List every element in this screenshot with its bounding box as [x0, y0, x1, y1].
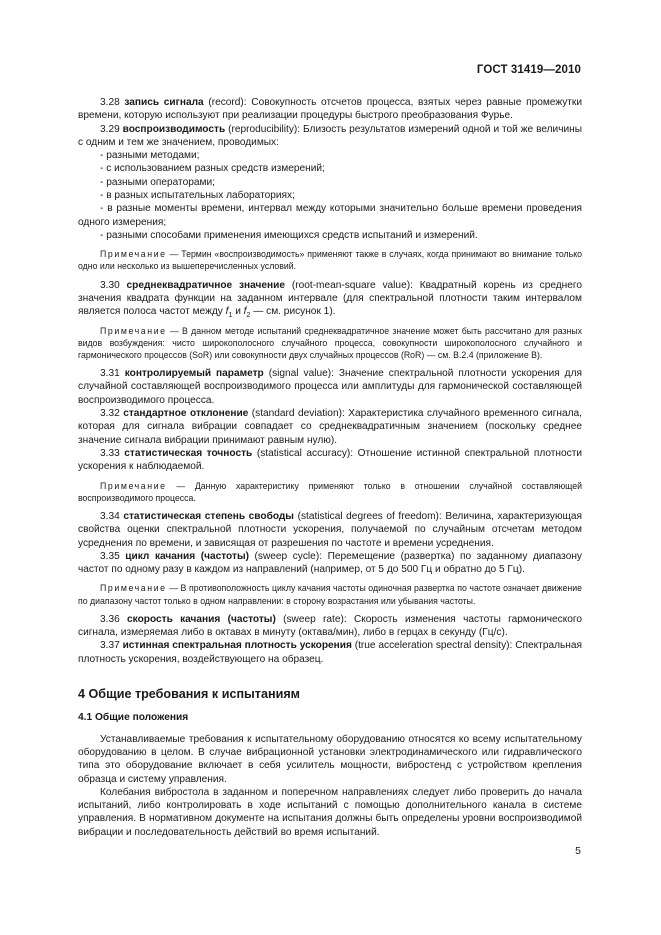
term-name: воспроизводимость: [122, 123, 226, 135]
list-item-text: с использованием разных средств измерений;: [106, 163, 325, 175]
term-3-34: [78, 510, 582, 550]
symbol-f: f: [225, 306, 229, 318]
term-number: 3.35: [100, 550, 120, 562]
list-item-text: разными методами;: [106, 150, 200, 162]
term-3-29: [78, 123, 582, 150]
term-definition: (true acceleration spectral density): Спектральная плотность ускорения, воздействующего на образец.: [78, 640, 582, 665]
note-3-35: [78, 582, 582, 606]
note-text: — В данном методе испытаний среднеквадратичное значение может быть рассчитано для разных видов возбуждения: чисто широкополосного случайного процесса, совокупности широкополосного случайного и гармонического процессов (SoR) или совокупности двух случайных процессов (RoR) — см. В.2.4 (приложение В).: [78, 325, 582, 360]
note-text: — Термин «воспроизводимость» применяют также в случаях, когда принимают во внимание только одно или несколько из вышеперечисленных условий.: [78, 249, 582, 272]
term-number: 3.29: [100, 123, 120, 135]
conjunction: и: [232, 306, 244, 318]
section-4-heading: 4 Общие требования к испытаниям: [78, 687, 300, 702]
list-item: - разными операторами;: [100, 176, 215, 188]
subscript: 1: [228, 312, 233, 320]
list-item-text: разными способами применения имеющихся средств испытаний и измерений.: [106, 229, 478, 241]
term-name: статистическая степень свободы: [123, 510, 294, 522]
term-name: стандартное отклонение: [123, 408, 249, 420]
section-4-1-paragraph-1: Устанавливаемые требования к испытательному оборудованию относятся ко всему испытательному оборудованию в целом. В случае вибрационной установки электродинамического или гидравлического типа это оборудование включает в себя усилитель мощности, вибростенд с устройством крепления образца и систему управления.: [78, 733, 582, 785]
term-number: 3.37: [100, 640, 120, 652]
term-definition: (signal value): Значение спектральной плотности ускорения для случайной составляющей воспроизводимого процесса или амплитуды для гармонической составляющей воспроизводимого процесса.: [78, 368, 582, 406]
note-3-29: [78, 248, 582, 272]
list-item-text: в разных испытательных лабораториях;: [106, 190, 295, 202]
term-3-35: [78, 550, 582, 577]
term-name: контролируемый параметр: [124, 368, 264, 380]
term-name: скорость качания (частоты): [127, 613, 276, 625]
term-number: 3.31: [100, 368, 120, 380]
term-3-37: [78, 639, 582, 666]
list-item: - в разные моменты времени, интервал между которыми значительно больше времени проведения одного измерения;: [78, 203, 582, 228]
list-item: - разными методами;: [100, 150, 200, 162]
term-definition: (standard deviation): Характеристика случайного временного сигнала, которая для сигнала вибрации совпадает со среднеквадратичным значением (поскольку среднее значение сигнала вибрации принимают равным нулю).: [78, 408, 582, 446]
term-3-33: [78, 447, 582, 474]
list-item: - разными способами применения имеющихся средств испытаний и измерений.: [100, 229, 478, 241]
note-label: Примечание: [100, 480, 167, 491]
term-number: 3.33: [100, 447, 120, 459]
note-label: Примечание: [100, 583, 167, 594]
term-definition: (statistical degrees of freedom): Величина, характеризующая свойства оценки спектральной плотности ускорения, получаемой по случайным отсчетам методом усреднения по времени, и зависящая от разрешения по частоте и времени усреднения.: [78, 510, 582, 549]
note-3-33: [78, 480, 582, 504]
term-3-30: [78, 279, 582, 319]
page-content: [78, 96, 582, 839]
list-item: - с использованием разных средств измерений;: [100, 163, 325, 175]
term-number: 3.34: [100, 510, 120, 522]
term-number: 3.36: [100, 613, 120, 625]
term-number: 3.30: [100, 279, 120, 291]
term-number: 3.28: [100, 97, 120, 108]
term-name: статистическая точность: [124, 447, 253, 459]
term-3-36: [78, 613, 582, 640]
term-name: среднеквадратичное значение: [126, 279, 286, 291]
term-number: 3.32: [100, 408, 120, 420]
subscript: 2: [246, 312, 251, 320]
term-definition-end: — см. рисунок 1).: [250, 306, 336, 318]
term-name: истинная спектральная плотность ускорения: [122, 640, 352, 652]
note-text: — Данную характеристику применяют только в отношении случайной составляющей воспроизводимого процесса.: [78, 480, 582, 503]
term-3-28: [78, 96, 582, 123]
term-name: запись сигнала: [124, 97, 204, 108]
subsection-4-1-heading: 4.1 Общие положения: [78, 712, 189, 724]
standard-header: ГОСТ 31419—2010: [476, 64, 581, 76]
section-4-1-paragraph-2: Колебания вибростола в заданном и поперечном направлениях следует либо проверить до начала испытаний, либо контролировать в ходе испытаний с помощью дополнительного канала в системе управления. В нормативном документе на испытания должны быть определены уровни воспроизводимой вибрации и последовательность действий во время испытаний.: [78, 786, 582, 838]
term-definition: (record): Совокупность отсчетов процесса, взятых через равные промежутки времени, которую используют при реализации процедуры быстрого преобразования Фурье.: [78, 97, 582, 122]
term-3-31: [78, 367, 582, 407]
term-3-32: [78, 407, 582, 447]
term-definition: (sweep cycle): Перемещение (развертка) по заданному диапазону частот по одному разу в каждом из направлений (например, от 5 до 500 Гц и обратно до 5 Гц).: [78, 550, 582, 576]
list-item-text: разными операторами;: [106, 176, 215, 188]
list-item-text: в разные моменты времени, интервал между которыми значительно больше времени проведения одного измерения;: [78, 203, 582, 228]
term-definition: (sweep rate): Скорость изменения частоты гармонического сигнала, измеряемая либо в октавах в минуту (октава/мин), либо в герцах в секунду (Гц/с).: [78, 613, 582, 639]
symbol-f: f: [243, 306, 247, 318]
note-3-30: [78, 325, 582, 362]
note-label: Примечание: [100, 325, 167, 336]
page-number: 5: [575, 845, 581, 857]
list-item: - в разных испытательных лабораториях;: [100, 190, 295, 202]
term-definition: (statistical accuracy): Отношение истинной спектральной плотности ускорения к наблюдаемой.: [78, 447, 582, 473]
term-name: цикл качания (частоты): [125, 550, 249, 562]
note-label: Примечание: [100, 249, 167, 260]
term-definition: (root-mean-square value): Квадратный корень из среднего значения квадрата функции на заданном интервале (для спектральной плотности таким интервалом является полоса частот между: [78, 279, 582, 318]
note-text: — В противоположность циклу качания частоты одиночная развертка по частоте означает движение по диапазону частот только в одном направлении: в сторону возрастания или убывания частоты.: [78, 583, 582, 606]
term-definition: (reproducibility): Близость результатов измерений одной и той же величины с одним и тем же значением, проводимых:: [78, 123, 582, 148]
